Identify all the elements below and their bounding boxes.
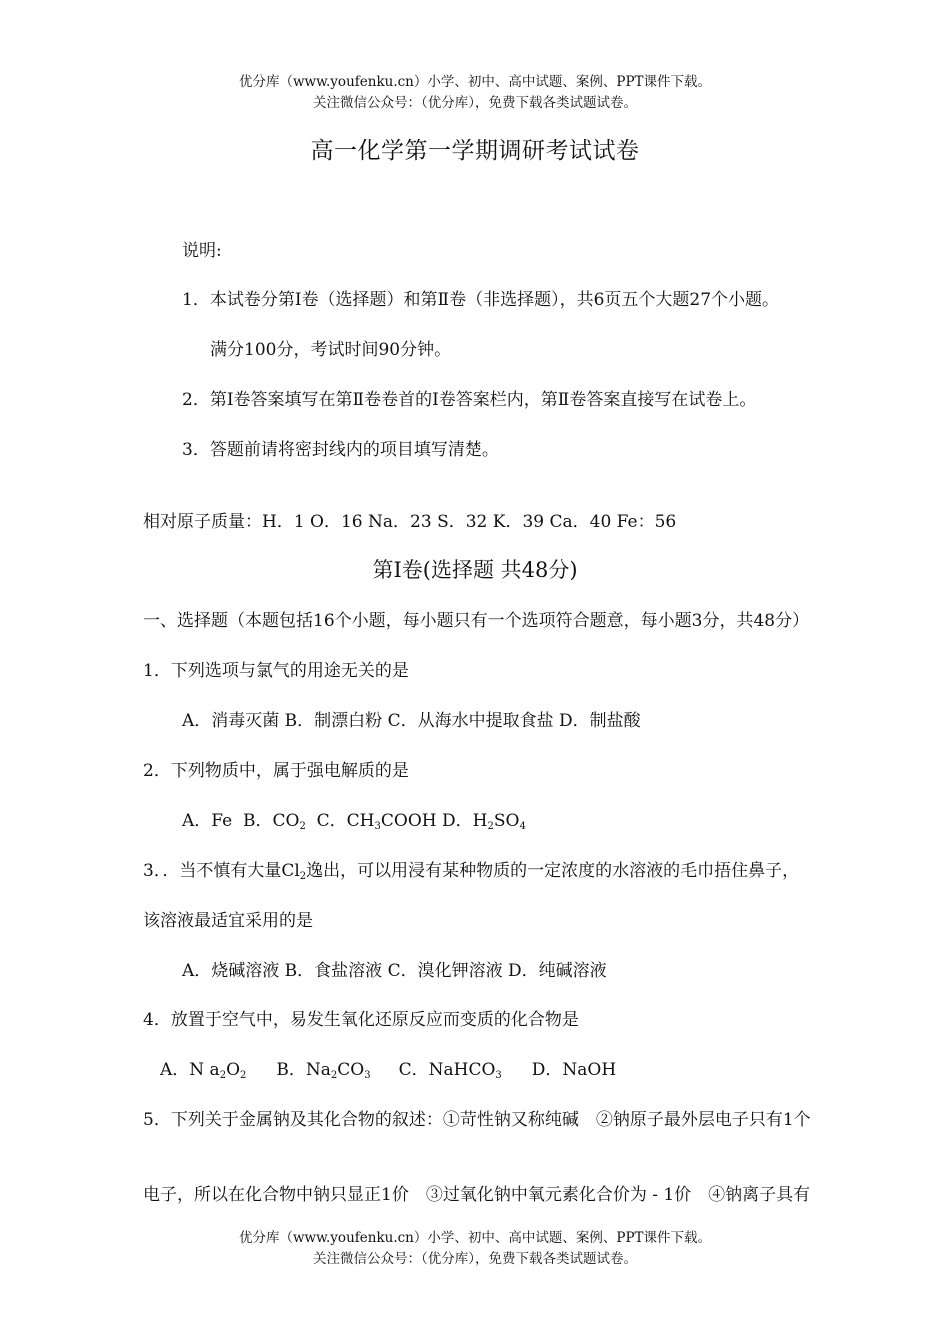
question-3-stem-line-2: 该溶液最适宜采用的是: [143, 911, 313, 931]
question-5-line-1: 5．下列关于金属钠及其化合物的叙述：①苛性钠又称纯碱 ②钠原子最外层电子只有1个: [143, 1110, 811, 1130]
q4-option-b: B．$Na_2CO_3$: [276, 1060, 371, 1081]
question-2-stem: 2．下列物质中，属于强电解质的是: [143, 761, 409, 781]
q4-option-a: A．N $a_2O_2$: [160, 1060, 247, 1081]
instructions-label: 说明:: [182, 241, 222, 261]
header-line-1: 优分库（www.youfenku.cn）小学、初中、高中试题、案例、PPT课件下载。: [238, 74, 712, 90]
instruction-1-line-1: 1．本试卷分第Ⅰ卷（选择题）和第Ⅱ卷（非选择题），共6页五个大题27个小题。: [182, 290, 780, 310]
section-title: 第Ⅰ卷(选择题 共48分): [372, 558, 578, 582]
q2-option-a: A．Fe: [182, 811, 233, 831]
footer-line-1: 优分库（www.youfenku.cn）小学、初中、高中试题、案例、PPT课件下载。: [238, 1230, 712, 1246]
instruction-3: 3．答题前请将密封线内的项目填写清楚。: [182, 440, 499, 460]
footer-line-2: 关注微信公众号：（优分库），免费下载各类试题试卷。: [313, 1251, 637, 1267]
header-line-2: 关注微信公众号：（优分库），免费下载各类试题试卷。: [313, 95, 637, 111]
q2-option-b-label: B．: [243, 811, 273, 831]
question-5-line-2: 电子，所以在化合物中钠只显正1价 ③过氧化钠中氧元素化合价为 - 1价 ④钠离子具有: [143, 1185, 811, 1205]
part1-heading: 一、选择题（本题包括16个小题，每小题只有一个选项符合题意，每小题3分，共48分）: [143, 611, 810, 631]
question-4-options: [160, 1055, 616, 1080]
q2-option-c-formula: $CH_3COOH$: [346, 811, 437, 832]
question-2-options: [182, 806, 526, 831]
q2-option-d-label: D．: [442, 811, 473, 831]
instruction-2: 2．第Ⅰ卷答案填写在第Ⅱ卷卷首的Ⅰ卷答案栏内，第Ⅱ卷答案直接写在试卷上。: [182, 390, 757, 410]
q4-option-d: D．NaOH: [531, 1060, 617, 1080]
question-1-options: A．消毒灭菌 B．制漂白粉 C．从海水中提取食盐 D．制盐酸: [182, 711, 641, 731]
q2-option-d-formula: $H_2SO_4$: [472, 811, 526, 832]
question-3-stem: 3．．当不慎有大量$Cl_2$逸出，可以用浸有某种物质的一定浓度的水溶液的毛巾捂住鼻子，: [143, 861, 800, 882]
page-title: 高一化学第一学期调研考试试卷: [310, 138, 640, 164]
q4-option-c: C．NaHCO$_3$: [398, 1060, 502, 1081]
question-3-options: A．烧碱溶液 B．食盐溶液 C．溴化钾溶液 D．纯碱溶液: [182, 961, 607, 981]
q2-option-b-formula: $CO_2$: [272, 811, 306, 832]
instruction-1-line-2: 满分100分，考试时间90分钟。: [210, 340, 452, 360]
question-4-stem: 4．放置于空气中，易发生氧化还原反应而变质的化合物是: [143, 1010, 579, 1030]
question-1-stem: 1．下列选项与氯气的用途无关的是: [143, 661, 409, 681]
q2-option-c-label: C．: [316, 811, 347, 831]
atomic-masses: 相对原子质量：H．1 O．16 Na．23 S．32 K．39 Ca．40 Fe：56: [143, 512, 677, 532]
